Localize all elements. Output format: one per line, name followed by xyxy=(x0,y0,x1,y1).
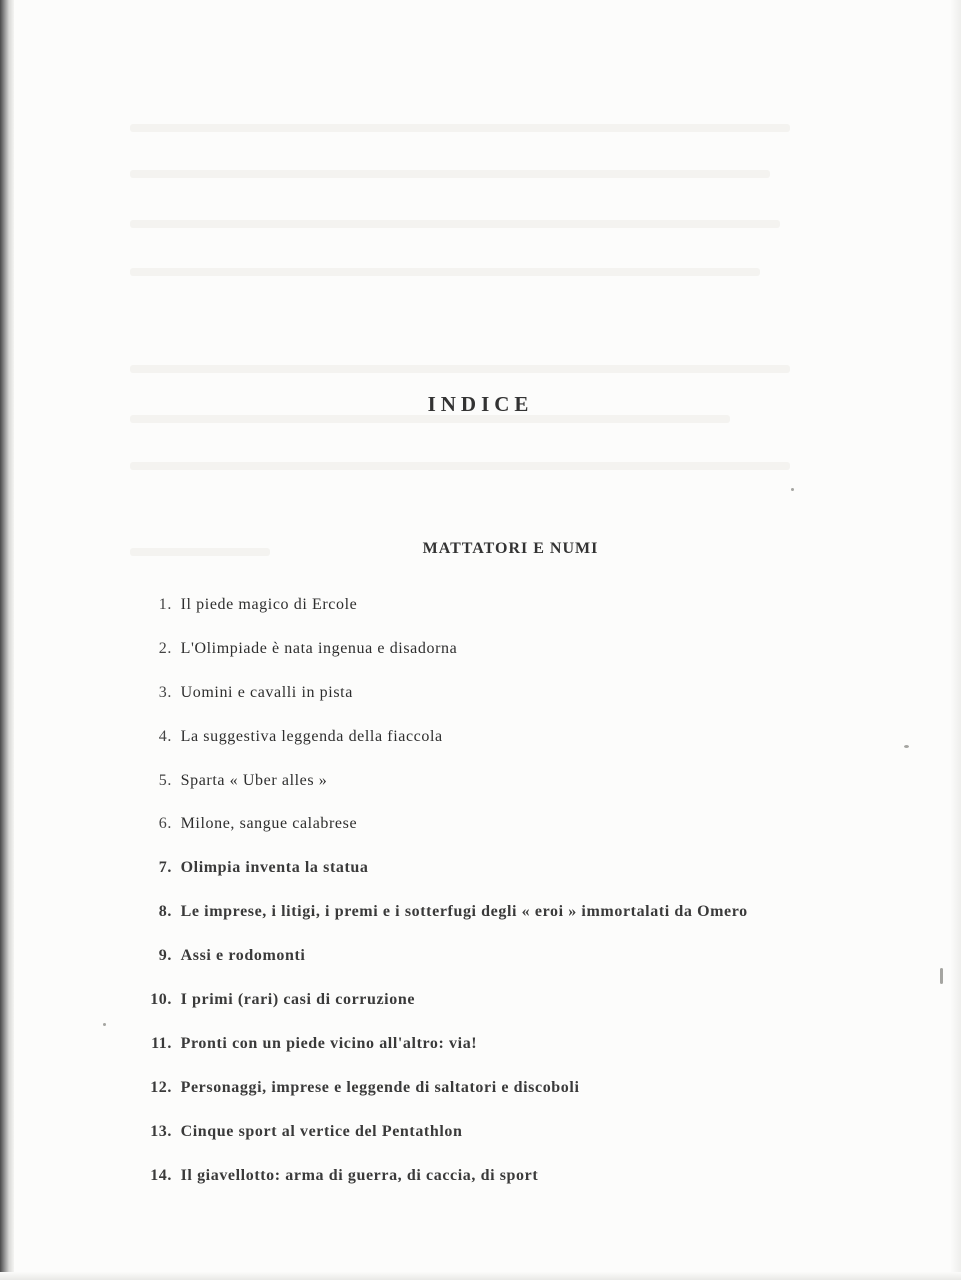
entry-title: Pronti con un piede vicino all'altro: via! xyxy=(180,1034,478,1052)
toc-entry xyxy=(130,769,930,813)
toc-entry xyxy=(130,637,930,681)
table-of-contents xyxy=(130,593,930,1207)
toc-entry xyxy=(130,1120,930,1164)
entry-number: 14. xyxy=(150,1166,172,1184)
toc-entry xyxy=(130,725,930,769)
entry-title: Cinque sport al vertice del Pentathlon xyxy=(180,1122,463,1140)
toc-entry xyxy=(130,1164,930,1208)
show-through-line xyxy=(130,462,790,470)
entry-number: 2. xyxy=(158,639,172,657)
entry-title: Assi e rodomonti xyxy=(180,947,306,965)
ink-speck xyxy=(103,1023,106,1026)
entry-number: 3. xyxy=(158,683,172,701)
entry-title: Uomini e cavalli in pista xyxy=(180,683,353,701)
entry-number: 7. xyxy=(158,859,172,877)
show-through-line xyxy=(130,124,790,132)
show-through-line xyxy=(130,170,770,178)
entry-number: 9. xyxy=(158,947,172,965)
toc-entry xyxy=(130,1032,930,1076)
toc-entry xyxy=(130,988,930,1032)
entry-number: 4. xyxy=(158,727,172,745)
toc-entry xyxy=(130,593,930,637)
entry-title: I primi (rari) casi di corruzione xyxy=(180,991,416,1009)
entry-number: 12. xyxy=(150,1078,172,1096)
toc-entry xyxy=(130,812,930,856)
toc-entry xyxy=(130,856,930,900)
page-right-edge xyxy=(951,0,961,1280)
entry-number: 10. xyxy=(150,991,172,1009)
toc-entry xyxy=(130,1076,930,1120)
entry-title: Le imprese, i litigi, i premi e i sotterfugi degli « eroi » immortalati da Omero xyxy=(180,903,748,921)
ink-speck xyxy=(791,488,794,491)
entry-number: 11. xyxy=(151,1034,172,1052)
section-title: MATTATORI E NUMI xyxy=(422,540,599,558)
ink-speck xyxy=(940,968,943,984)
toc-entry xyxy=(130,944,930,988)
toc-entry xyxy=(130,900,930,944)
entry-title: Personaggi, imprese e leggende di saltatori e discoboli xyxy=(180,1078,580,1096)
show-through-line xyxy=(130,220,780,228)
show-through-line xyxy=(130,268,760,276)
entry-number: 5. xyxy=(158,771,172,789)
entry-title: La suggestiva leggenda della fiaccola xyxy=(180,727,443,745)
entry-number: 6. xyxy=(158,815,172,833)
toc-entry xyxy=(130,681,930,725)
entry-number: 13. xyxy=(150,1122,172,1140)
entry-title: Il piede magico di Ercole xyxy=(180,596,358,613)
entry-title: Sparta « Uber alles » xyxy=(180,771,328,789)
entry-number: 1. xyxy=(158,596,172,613)
page-title: INDICE xyxy=(427,392,534,417)
entry-title: Milone, sangue calabrese xyxy=(180,815,358,833)
show-through-line xyxy=(130,365,790,373)
entry-title: L'Olimpiade è nata ingenua e disadorna xyxy=(180,639,458,657)
page-bottom-edge xyxy=(0,1272,961,1280)
page-binding-shadow xyxy=(0,0,14,1280)
entry-number: 8. xyxy=(158,903,172,921)
ink-speck xyxy=(904,745,909,748)
entry-title: Olimpia inventa la statua xyxy=(180,859,369,877)
entry-title: Il giavellotto: arma di guerra, di caccia, di sport xyxy=(180,1166,539,1184)
